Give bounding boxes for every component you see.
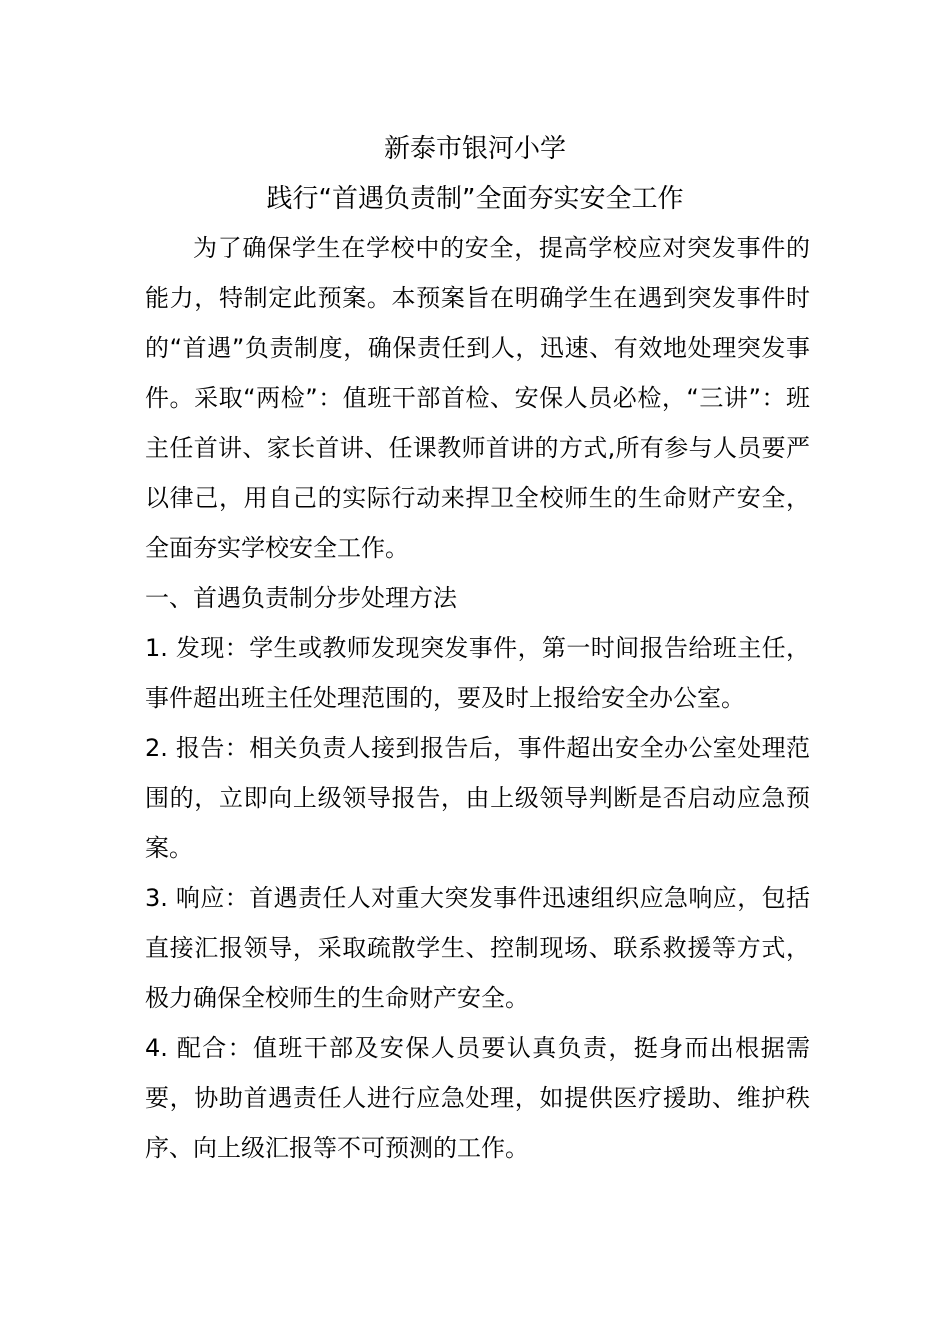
intro-paragraph: 为了确保学生在学校中的安全，提高学校应对突发事件的能力，特制定此预案。本预案旨在明确学生在遇到突发事件时的“首遇”负责制度，确保责任到人，迅速、有效地处理突发事件。采取“两检”：值班干部首检、安保人员必检，“三讲”：班主任首讲、家长首讲、任课教师首讲的方式,所有参与人员要严以律己，用自己的实际行动来捍卫全校师生的生命财产安全，全面夯实学校安全工作。	[145, 234, 810, 562]
document-body	[145, 223, 810, 1173]
section-heading: 一、首遇负责制分步处理方法	[145, 584, 457, 612]
step-paragraph-report: 2. 报告：相关负责人接到报告后，事件超出安全办公室处理范围的，立即向上级领导报告，由上级领导判断是否启动应急预案。	[145, 734, 810, 862]
document-subtitle: 践行“首遇负责制”全面夯实安全工作	[266, 184, 684, 214]
document-title: 新泰市银河小学	[383, 134, 566, 164]
step-paragraph-discover: 1. 发现：学生或教师发现突发事件，第一时间报告给班主任，事件超出班主任处理范围的，要及时上报给安全办公室。	[145, 634, 810, 712]
step-paragraph-cooperate: 4. 配合：值班干部及安保人员要认真负责，挺身而出根据需要，协助首遇责任人进行应急处理，如提供医疗援助、维护秩序、向上级汇报等不可预测的工作。	[145, 1034, 810, 1162]
step-paragraph-respond: 3. 响应：首遇责任人对重大突发事件迅速组织应急响应，包括直接汇报领导，采取疏散学生、控制现场、联系救援等方式，极力确保全校师生的生命财产安全。	[145, 884, 810, 1012]
